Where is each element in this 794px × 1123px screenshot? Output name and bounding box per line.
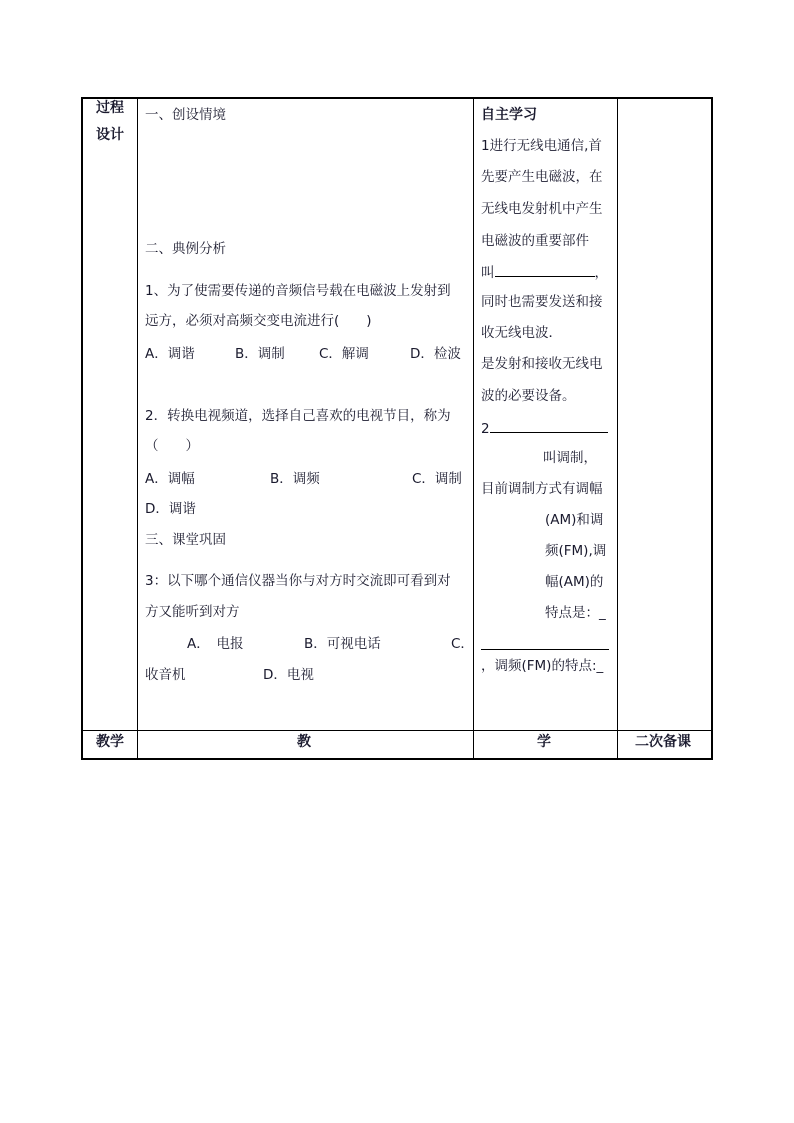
self-study-line: 叫调制， bbox=[543, 450, 597, 466]
self-study-line: 幅(AM)的 bbox=[545, 574, 604, 590]
self-study-line: ，调频(FM)的特点:_ bbox=[481, 658, 604, 674]
section-situation: 一、创设情境 bbox=[145, 107, 226, 123]
question-3-option-c-text: 收音机 bbox=[145, 667, 186, 683]
question-2-option-a: A．调幅 bbox=[145, 471, 195, 487]
self-study-line: 1进行无线电通信,首 bbox=[481, 138, 602, 154]
self-study-line: 是发射和接收无线电 bbox=[481, 356, 603, 372]
self-study-line: 目前调制方式有调幅 bbox=[481, 481, 603, 497]
question-3-option-c: C． bbox=[451, 636, 474, 652]
question-2-line-1: 2．转换电视频道，选择自己喜欢的电视节目，称为 bbox=[145, 408, 451, 424]
question-1-line-2: 远方，必须对高频交变电流进行( ) bbox=[145, 313, 372, 329]
self-study-line: 无线电发射机中产生 bbox=[481, 201, 603, 217]
self-study-line: (AM)和调 bbox=[545, 512, 604, 528]
self-study-title: 自主学习 bbox=[481, 107, 537, 123]
question-2-line-2: （ ） bbox=[145, 438, 199, 454]
self-study-line: 波的必要设备。 bbox=[481, 388, 576, 404]
lesson-table bbox=[81, 97, 713, 760]
col-divider bbox=[617, 99, 618, 758]
question-3-line-1: 3：以下哪个通信仪器当你与对方时交流即可看到对 bbox=[145, 573, 451, 589]
self-study-line: 同时也需要发送和接 bbox=[481, 294, 603, 310]
side-label-process: 过程 bbox=[96, 100, 124, 116]
self-study-line: 2 bbox=[481, 419, 608, 437]
question-1-option-a: A．调谐 bbox=[145, 346, 195, 362]
col-divider bbox=[473, 99, 474, 758]
footer-teaching: 教学 bbox=[96, 734, 124, 750]
question-1-option-c: C．解调 bbox=[319, 346, 369, 362]
self-study-line: 频(FM),调 bbox=[545, 543, 607, 559]
question-3-option-b: B．可视电话 bbox=[304, 636, 381, 652]
self-study-line: 先要产生电磁波，在 bbox=[481, 169, 603, 185]
fill-blank bbox=[490, 419, 608, 433]
question-3-option-d: D．电视 bbox=[263, 667, 314, 683]
question-3-line-2: 方又能听到对方 bbox=[145, 604, 240, 620]
side-label-design: 设计 bbox=[96, 127, 124, 143]
col-divider bbox=[137, 99, 138, 758]
self-study-line: 电磁波的重要部件 bbox=[481, 233, 589, 249]
question-2-option-c: C．调制 bbox=[412, 471, 462, 487]
question-1-option-d: D．检波 bbox=[410, 346, 461, 362]
self-study-line: 收无线电波． bbox=[481, 325, 562, 341]
question-2-option-b: B．调频 bbox=[270, 471, 320, 487]
self-study-line: 特点是：_ bbox=[545, 605, 606, 621]
row-divider bbox=[83, 730, 711, 731]
question-3-option-a: A． 电报 bbox=[187, 636, 244, 652]
fill-blank bbox=[481, 636, 609, 650]
section-consolidation: 三、课堂巩固 bbox=[145, 532, 226, 548]
question-2-option-d: D．调谐 bbox=[145, 501, 196, 517]
self-study-line: 叫 ， bbox=[481, 265, 608, 281]
self-study-line bbox=[481, 636, 609, 654]
section-examples: 二、典例分析 bbox=[145, 241, 226, 257]
fill-blank bbox=[495, 263, 595, 277]
question-1-line-1: 1、为了使需要传递的音频信号载在电磁波上发射到 bbox=[145, 283, 451, 299]
footer-learn: 学 bbox=[537, 734, 551, 750]
question-1-option-b: B．调制 bbox=[235, 346, 285, 362]
footer-teach: 教 bbox=[297, 734, 311, 750]
footer-second-prep: 二次备课 bbox=[635, 734, 691, 750]
